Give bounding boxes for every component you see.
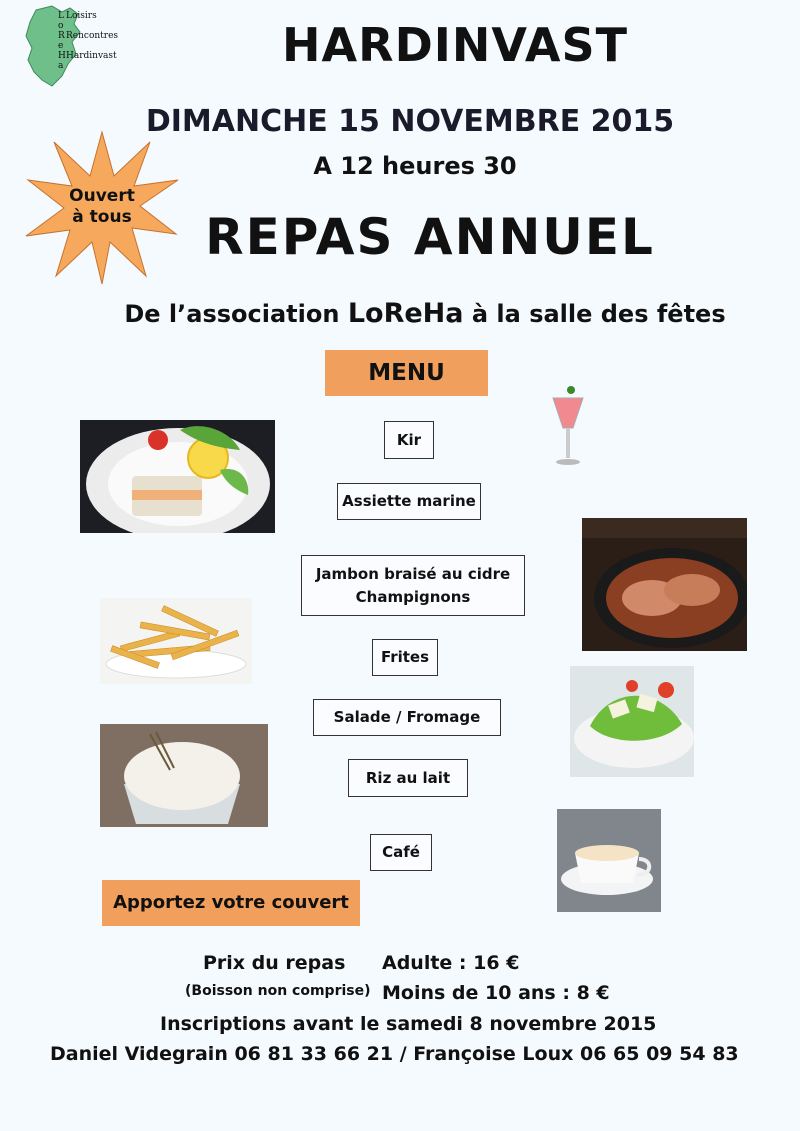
rice-pudding-image	[100, 724, 268, 827]
menu-item-cafe	[370, 834, 432, 871]
kir-glass-image	[543, 380, 593, 468]
badge-text	[44, 186, 160, 229]
logo-letter-h: H	[58, 51, 66, 61]
menu-item-jambon	[301, 555, 525, 616]
menu-item-frites	[372, 639, 438, 676]
terrine-plate-image	[80, 420, 275, 533]
logo-letter-r: R	[58, 31, 65, 41]
assoc-prefix: De l’association	[124, 300, 340, 328]
coffee-cup-image	[557, 809, 661, 912]
assoc-suffix: à la salle des fêtes	[471, 300, 726, 328]
menu-item-label: Champignons	[355, 587, 471, 606]
menu-item-label: Kir	[396, 430, 422, 449]
event-date: DIMANCHE 15 NOVEMBRE 2015	[145, 104, 675, 139]
menu-item-riz-au-lait	[348, 759, 468, 797]
logo-letter-e: e	[58, 41, 64, 51]
contact-line: Daniel Videgrain 06 81 33 66 21 / Françoise Loux 06 65 09 54 83	[50, 1043, 739, 1065]
menu-item-label: Frites	[380, 648, 430, 667]
logo-letter-a: a	[58, 61, 64, 71]
town-title: HARDINVAST	[282, 18, 628, 72]
salad-image	[570, 666, 694, 777]
event-time: A 12 heures 30	[313, 152, 517, 180]
badge-line-2: à tous	[72, 207, 132, 228]
menu-heading: MENU	[325, 350, 488, 396]
ham-pan-image	[582, 518, 747, 651]
price-label: Prix du repas	[203, 952, 346, 974]
logo-letter-l: L	[58, 11, 64, 21]
menu-item-kir	[384, 421, 434, 459]
price-adult: Adulte : 16 €	[382, 952, 520, 974]
menu-item-label: Jambon braisé au cidre	[315, 565, 511, 583]
loreha-logo	[22, 2, 140, 92]
logo-word-loisirs: Loisirs	[66, 11, 97, 21]
fries-image	[100, 598, 252, 684]
price-note: (Boisson non comprise)	[185, 983, 371, 999]
association-line	[100, 298, 750, 329]
logo-word-hardinvast: Hardinvast	[66, 51, 117, 61]
bring-cutlery-banner: Apportez votre couvert	[102, 880, 360, 926]
logo-letter-o: o	[58, 21, 64, 31]
menu-item-assiette-marine	[337, 483, 481, 520]
price-child: Moins de 10 ans : 8 €	[382, 982, 610, 1004]
event-title: REPAS ANNUEL	[205, 208, 655, 266]
menu-item-salade-fromage	[313, 699, 501, 736]
menu-item-label: Assiette marine	[342, 492, 476, 511]
logo-word-rencontres: Rencontres	[66, 31, 119, 41]
menu-item-label: Café	[382, 843, 420, 862]
menu-item-label: Riz au lait	[365, 768, 451, 787]
badge-line-1: Ouvert	[69, 186, 135, 206]
menu-item-label: Salade / Fromage	[333, 708, 481, 727]
registration-deadline: Inscriptions avant le samedi 8 novembre 2015	[160, 1013, 657, 1035]
assoc-name: LoReHa	[347, 298, 464, 329]
